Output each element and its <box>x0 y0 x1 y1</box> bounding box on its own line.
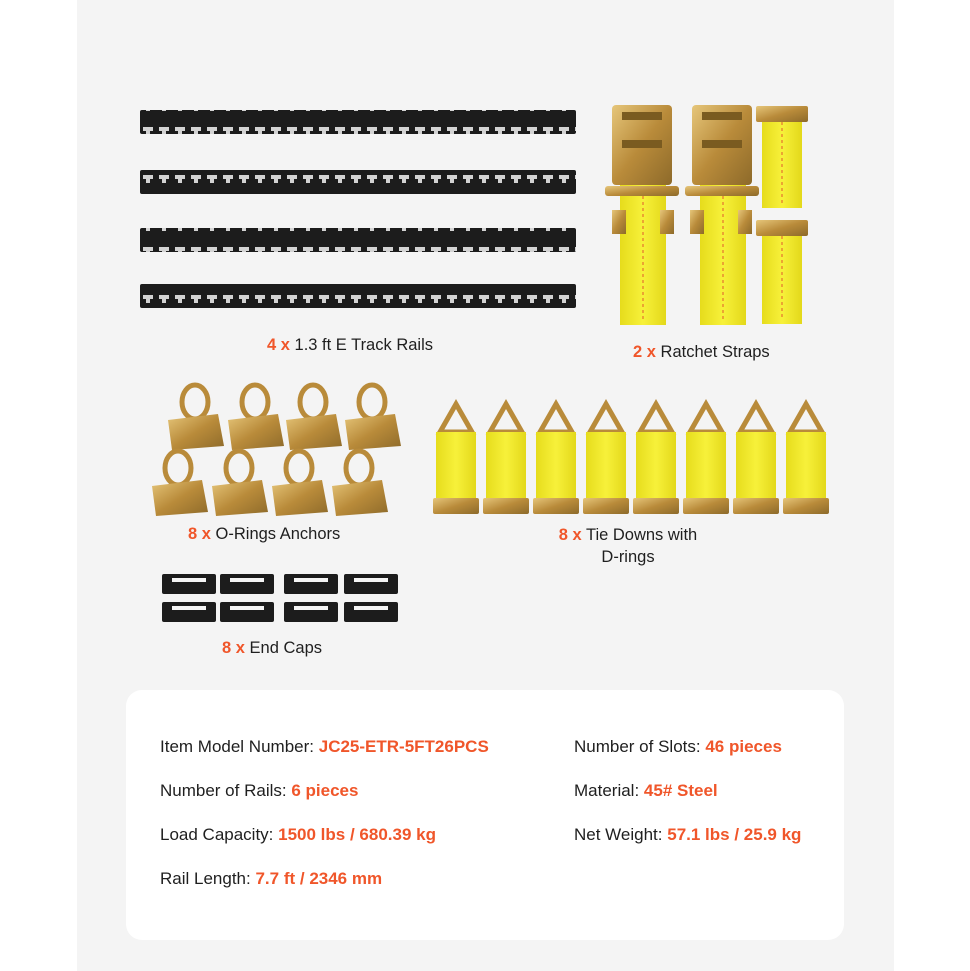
spec-label: Item Model Number: <box>160 737 314 756</box>
spec-value: 1500 lbs / 680.39 kg <box>278 825 436 844</box>
label-end-caps <box>222 637 322 659</box>
spec-number-of-rails <box>160 780 358 802</box>
tie-downs-d-rings-icon <box>433 404 829 514</box>
specifications-card <box>126 690 844 940</box>
spec-load-capacity <box>160 824 436 846</box>
spec-number-of-slots <box>574 736 782 758</box>
item-name-line-2: D-rings <box>601 548 655 566</box>
spec-label: Number of Rails: <box>160 781 287 800</box>
spec-value: 46 pieces <box>705 737 782 756</box>
item-name: Tie Downs with <box>585 526 698 544</box>
quantity: 8 x <box>188 525 211 543</box>
spec-label: Number of Slots: <box>574 737 701 756</box>
quantity: 8 x <box>558 526 582 544</box>
quantity: 8 x <box>222 639 245 657</box>
item-name: Ratchet Straps <box>660 343 770 361</box>
spec-rail-length <box>160 868 382 890</box>
spec-value: 57.1 lbs / 25.9 kg <box>667 825 802 844</box>
spec-net-weight <box>574 824 801 846</box>
spec-value: 7.7 ft / 2346 mm <box>255 869 383 888</box>
label-o-ring-anchors <box>188 523 340 545</box>
quantity: 2 x <box>633 343 656 361</box>
spec-value: 45# Steel <box>643 781 718 800</box>
item-name: 1.3 ft E Track Rails <box>294 336 433 354</box>
spec-label: Load Capacity: <box>160 825 274 844</box>
spec-value: JC25-ETR-5FT26PCS <box>318 737 489 756</box>
o-ring-anchors-icon <box>152 385 401 516</box>
item-name: O-Rings Anchors <box>215 525 341 543</box>
ratchet-straps-icon <box>605 105 808 325</box>
spec-material <box>574 780 718 802</box>
label-ratchet-straps <box>633 341 770 363</box>
item-name: End Caps <box>249 639 322 657</box>
label-tie-downs <box>528 524 728 568</box>
quantity: 4 x <box>267 336 290 354</box>
spec-label: Net Weight: <box>574 825 663 844</box>
spec-item-model-number <box>160 736 489 758</box>
e-track-rails-icon <box>140 110 576 308</box>
label-e-track-rails <box>267 334 433 356</box>
spec-value: 6 pieces <box>291 781 359 800</box>
spec-label: Rail Length: <box>160 869 251 888</box>
spec-label: Material: <box>574 781 640 800</box>
